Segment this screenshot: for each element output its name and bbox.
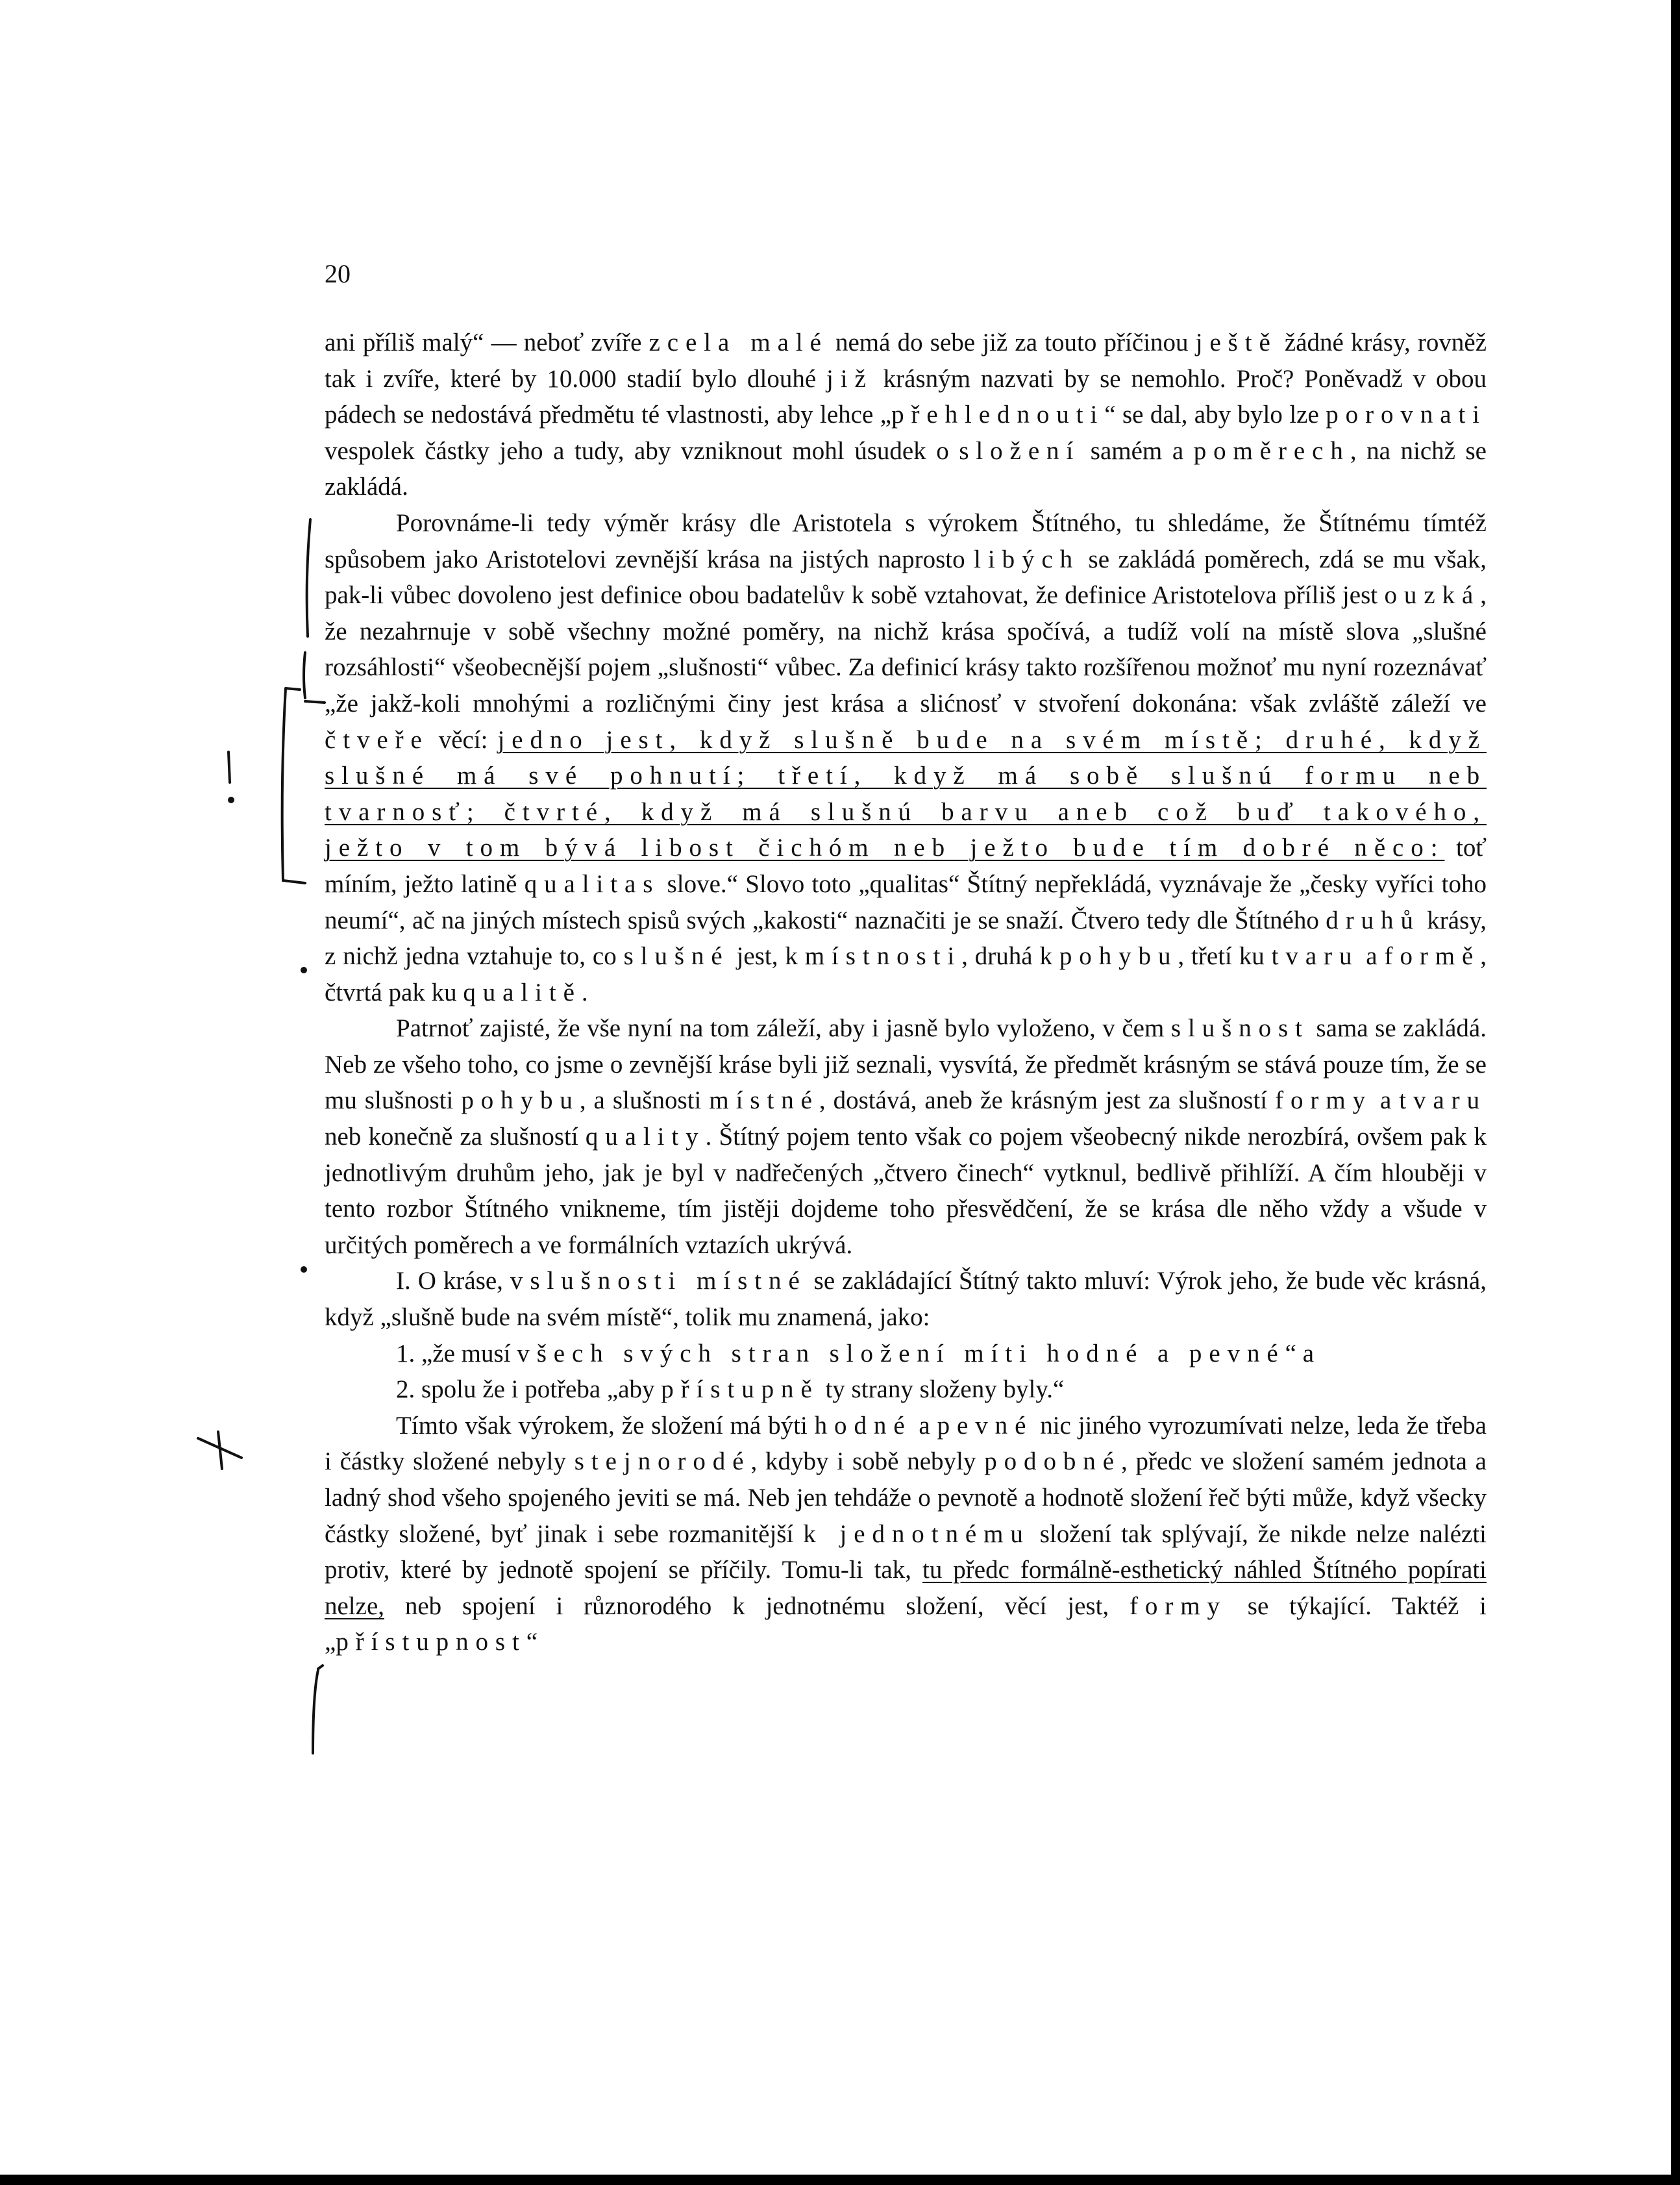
text-run: žádné krásy, rovněž tak i zvíře, které by 10.000 stadií bylo dlouhé	[325, 329, 1487, 393]
spaced-emphasis-text: již	[826, 364, 873, 393]
spaced-emphasis-text: poměrech	[1193, 436, 1350, 465]
text-run: “ se dal, aby bylo lze	[1104, 401, 1326, 429]
text-run: Tímto však výrokem, že složení má býti	[396, 1411, 815, 1440]
text-run: 2. spolu že i potřeba „aby	[396, 1375, 661, 1404]
text-run: jest, k	[729, 942, 805, 971]
spaced-emphasis-text: druhů	[1326, 906, 1420, 934]
scan-border-right	[1671, 0, 1680, 2185]
spaced-emphasis-text: libých	[974, 545, 1080, 573]
spaced-emphasis-text: jedno jest, když slušně bude na svém místě; druhé, když slušné má své pohnutí; třetí, když má sobě slušnú formu neb tvarnosť; čtvrté, když má slušnú barvu aneb což buď takového, ježto v tom bývá libost čichóm neb ježto bude tím dobré něco:	[325, 725, 1487, 862]
text-run: a	[1372, 1086, 1400, 1115]
text-run: , kdyby i sobě nebyly	[750, 1447, 985, 1476]
text-run: , předc ve složení samém jednota a ladný shod všeho spojeného jeviti se má. Neb jen tehdáže o pevnotě a hodnotě složení řeč býti může, když všecky částky složené, byť jinak i sebe rozmanitější	[325, 1447, 1487, 1548]
paragraph	[325, 505, 1487, 1010]
text-run: Porovnáme-li tedy výměr krásy dle Aristotela s výrokem Štítného, tu shledáme, že Štítnému tímtéž spůsobem jako Aristotelovi zevnější krása na jistých naprosto	[325, 508, 1487, 573]
spaced-emphasis-text: porovnati	[1326, 401, 1487, 429]
text-run: neb spojení i různorodého k jednotnému složení, věcí jest,	[384, 1592, 1130, 1620]
text-run: krásy, z nichž jedna vztahuje to, co	[325, 906, 1487, 971]
margin-bracket-mark	[307, 519, 310, 636]
spaced-emphasis-text: tvaru	[1399, 1086, 1487, 1115]
text-run: nic jiného vyrozumívati nelze, leda že třeba i částky složené nebyly	[325, 1411, 1487, 1476]
margin-dot-mark	[301, 1266, 307, 1273]
text-run: ty strany složeny byly.“	[819, 1375, 1065, 1404]
text-run: “	[526, 1628, 538, 1656]
spaced-emphasis-text: stejnorodé	[574, 1447, 751, 1476]
spaced-emphasis-text: místné	[709, 1086, 819, 1115]
list-item	[325, 1371, 1487, 1408]
text-run: neb konečně za slušností	[325, 1123, 586, 1151]
text-run: , a slušnosti	[579, 1086, 710, 1115]
paragraph	[325, 1010, 1487, 1263]
paragraph	[325, 1408, 1487, 1660]
spaced-emphasis-text: formy	[1275, 1086, 1373, 1115]
text-run: . Štítný pojem tento však co pojem všeobecný nikde nerozbírá, ovšem pak k jednotlivým druhům jeho, jak je byl v nadřečených „čtvero činech“ vytknul, bedlivě přihlíží. A čím hlouběji v tento rozbor Štítného vnikneme, tím jistěji dojdeme toho přesvědčení, že se krása dle něho vždy a všude v určitých poměrech a ve formálních vztazích ukrývá.	[325, 1123, 1487, 1259]
spaced-emphasis-text: formě	[1384, 942, 1481, 971]
text-run: složení tak splývají, že nikde nelze nalézti protiv, které by jednotě spojení se příčily. Tomu-li tak,	[325, 1519, 1487, 1584]
spaced-emphasis-text: zcela malé	[649, 329, 828, 356]
spaced-emphasis-text: quality	[585, 1123, 706, 1151]
text-run: , že nezahrnuje v sobě všechny možné poměry, na nichž krása spočívá, a tudíž volí na místě slova „slušné rozsáhlosti“ všeobecnější pojem „slušnosti“ vůbec. Za definicí krásy takto rozšířenou možnoť mu nyní rozeznávať „že jakž-koli mnohými a rozličnými činy jest krása a slićnosť v stvoření dokonána: však zvláště záleží ve	[325, 581, 1487, 718]
text-run: samém a	[1080, 436, 1194, 465]
margin-bracket-mark	[198, 1432, 241, 1469]
text-run: věcí:	[428, 725, 498, 754]
page-number: 20	[325, 259, 351, 288]
spaced-emphasis-text: formy	[1130, 1592, 1227, 1620]
spaced-emphasis-text: přístupně	[661, 1375, 819, 1404]
paragraph	[325, 1263, 1487, 1335]
spaced-emphasis-text: slušnosti místné	[530, 1267, 807, 1295]
spaced-emphasis-text: pohybu	[461, 1086, 580, 1115]
text-run: sama se zakládá. Neb ze všeho toho, co jsme o zevnější kráse byli již seznali, vysvítá, že předmět krásným se stává pouze tím, že se mu slušnosti	[325, 1014, 1487, 1115]
text-run: , čtvrtá pak ku	[325, 942, 1487, 1006]
spaced-emphasis-text: hodné	[814, 1411, 912, 1440]
text-run: a	[911, 1411, 937, 1440]
spaced-emphasis-text: pevné	[937, 1411, 1033, 1440]
text-run: toť míním, ježto latině	[325, 834, 1487, 898]
spaced-emphasis-text: slušnost	[1170, 1014, 1309, 1043]
text-run: I. O kráse, v	[396, 1267, 530, 1295]
text-run: , třetí ku	[1178, 942, 1272, 971]
text-run: “ a	[1285, 1339, 1315, 1367]
text-run: se zakládá poměrech, zdá se mu však, pak-li vůbec dovoleno jest definice obou badatelův k sobě vztahovat, že definice Aristotelova příliš jest	[325, 545, 1487, 610]
margin-dot-mark	[228, 797, 234, 803]
margin-bracket-mark	[313, 1666, 323, 1753]
spaced-emphasis-text: slušné	[623, 942, 730, 971]
spaced-emphasis-text: čtveře	[325, 725, 429, 754]
spaced-emphasis-text: qualitě	[463, 978, 582, 1006]
margin-bracket-mark	[282, 688, 305, 883]
spaced-emphasis-text: ouzká	[1384, 581, 1481, 610]
text-run: slove.“ Slovo toto „qualitas“ Štítný nepřekládá, vyznávaje že „česky vyříci toho neumí“, ač na jiných místech spisů svých „kakosti“ naznačiti je se snaží. Čtvero tedy dle Štítného	[325, 869, 1487, 934]
text-run: Patrnoť zajisté, že vše nyní na tom záleží, aby i jasně bylo vyloženo, v čem	[396, 1014, 1171, 1043]
margin-bracket-mark	[304, 653, 305, 698]
spaced-emphasis-text: všech svých stran složení míti hodné a pevné	[517, 1339, 1285, 1367]
margin-bracket-mark	[305, 701, 325, 703]
text-run: .	[581, 978, 588, 1006]
spaced-emphasis-text: místnosti	[804, 942, 962, 971]
underlined-text: tu předc formálně-esthetický náhled Štítného popírati nelze,	[325, 1556, 1487, 1620]
text-run: vespolek částky jeho a tudy, aby vzniknout mohl úsudek o	[325, 436, 959, 465]
spaced-emphasis-text: složení	[959, 436, 1081, 465]
text-run: 1. „že musí	[396, 1339, 517, 1367]
spaced-emphasis-text: qualitas	[524, 869, 660, 898]
text-run: a	[1359, 942, 1385, 971]
spaced-emphasis-text: přístupnost	[336, 1628, 526, 1656]
text-run: nemá do sebe již za touto příčinou	[828, 329, 1196, 356]
text-run: , na nichž se zakládá.	[325, 436, 1487, 501]
scan-border-bottom	[0, 2175, 1680, 2185]
text-run: krásným nazvati by se nemohlo. Proč? Poněvadž v obou pádech se nedostává předmětu té vlastnosti, aby lehce „	[325, 364, 1487, 429]
spaced-emphasis-text: ještě	[1195, 329, 1278, 356]
spaced-emphasis-text: podobné	[984, 1447, 1121, 1476]
spaced-emphasis-text: pohybu	[1059, 942, 1178, 971]
list-item	[325, 1336, 1487, 1372]
spaced-emphasis-text: tvaru	[1271, 942, 1359, 971]
text-run: se týkající. Taktéž i „	[325, 1592, 1487, 1656]
spaced-emphasis-text: přehlednouti	[891, 401, 1105, 429]
text-run: , druhá k	[961, 942, 1059, 971]
margin-dot-mark	[301, 967, 307, 973]
margin-bracket-mark	[229, 752, 230, 782]
page-text	[325, 325, 1487, 1660]
spaced-emphasis-text: k jednotnému	[803, 1519, 1030, 1548]
text-run: , dostává, aneb že krásným jest za slušností	[819, 1086, 1276, 1115]
text-run: se zakládající Štítný takto mluví: Výrok jeho, že bude věc krásná, když „slušně bude na svém místě“, tolik mu znamená, jako:	[325, 1267, 1487, 1332]
text-run: ani příliš malý“ — neboť zvíře	[325, 329, 649, 356]
paragraph	[325, 325, 1487, 505]
